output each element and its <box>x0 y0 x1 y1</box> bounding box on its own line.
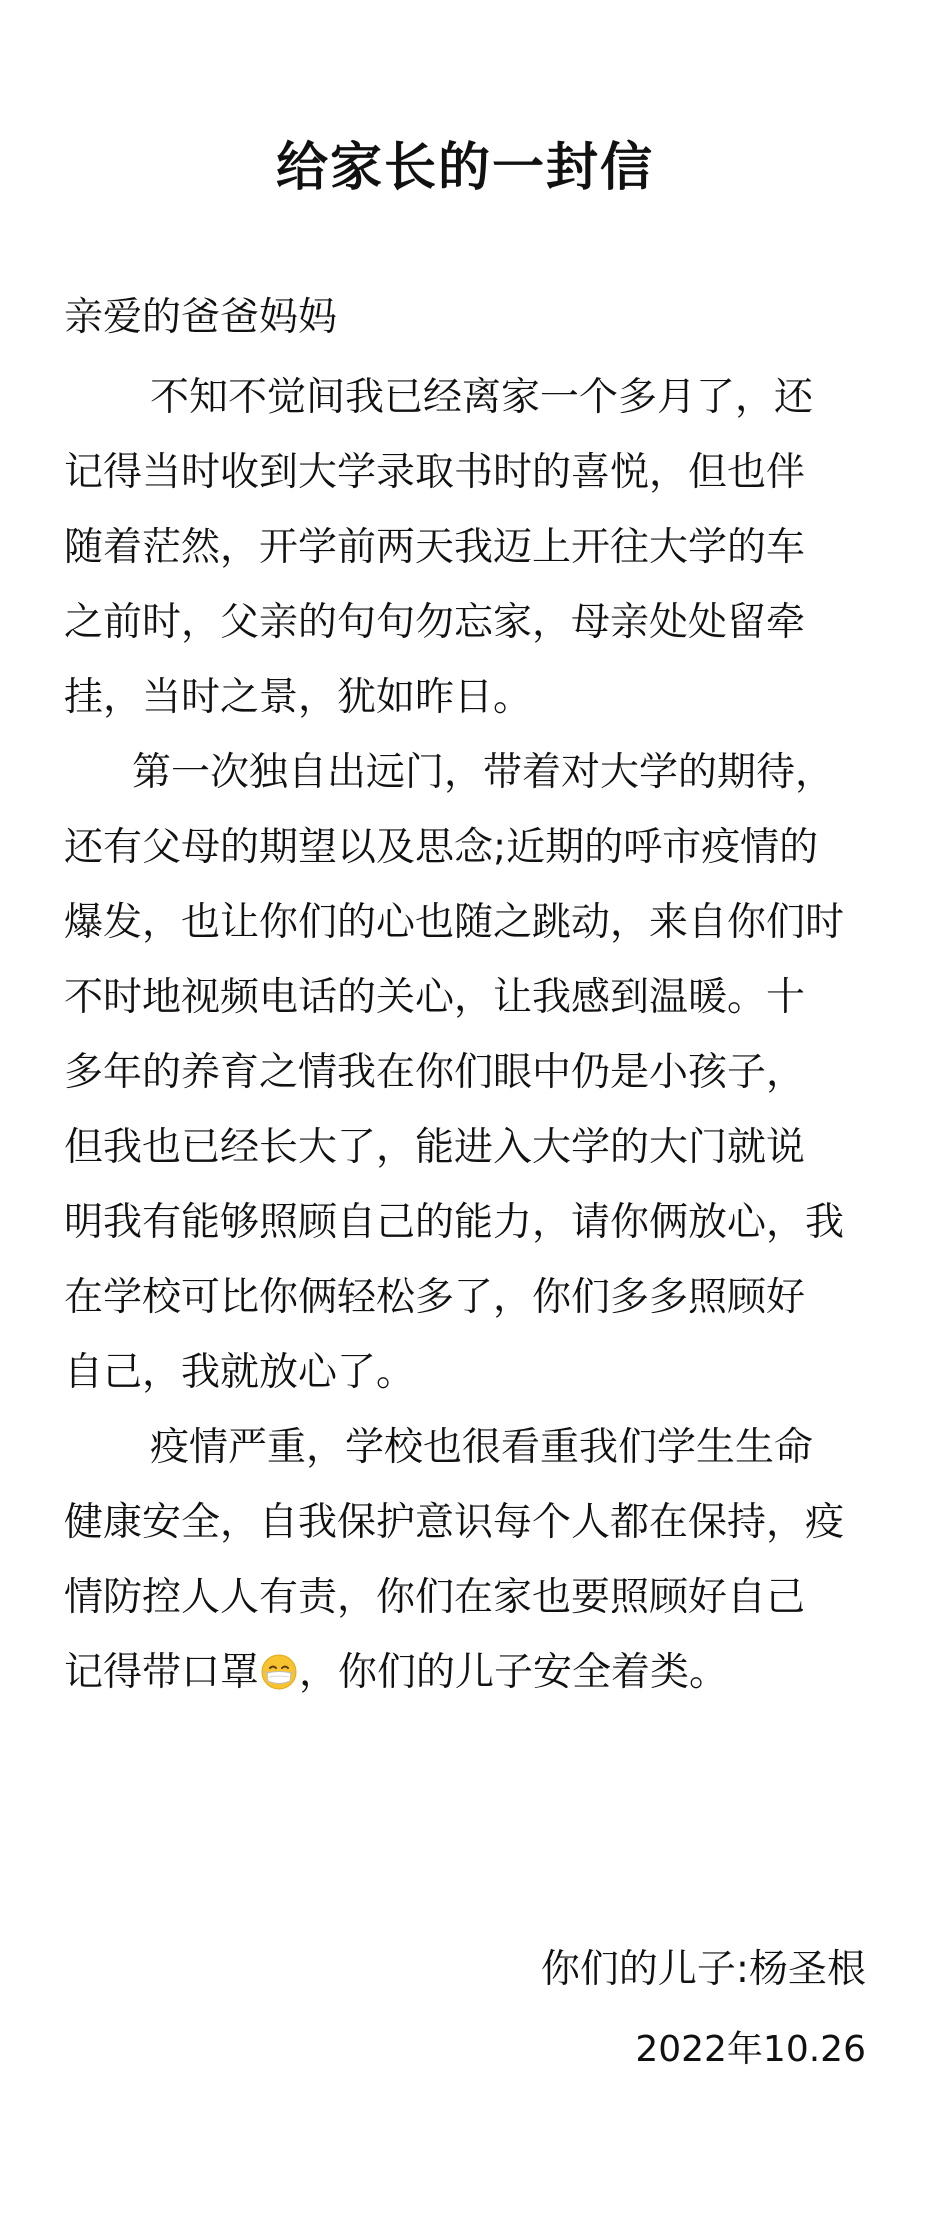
letter-body <box>64 360 874 1710</box>
salutation: 亲爱的爸爸妈妈 <box>64 295 338 340</box>
body-line: 但我也已经长大了，能进入大学的大门就说 <box>64 1125 806 1170</box>
face-with-medical-mask-icon <box>260 1641 298 1679</box>
body-line: 明我有能够照顾自己的能力，请你俩放心，我 <box>64 1200 845 1245</box>
body-line: 第一次独自出远门，带着对大学的期待， <box>132 750 835 795</box>
body-line: 随着茫然，开学前两天我迈上开往大学的车 <box>64 525 806 570</box>
letter-date: 2022年10.26 <box>635 2029 866 2070</box>
body-line: 情防控人人有责，你们在家也要照顾好自己 <box>64 1575 806 1620</box>
body-text-after-emoji: ，你们的儿子安全着类。 <box>299 1650 729 1695</box>
body-line: 记得当时收到大学录取书时的喜悦，但也伴 <box>64 450 806 495</box>
body-line: 挂，当时之景，犹如昨日。 <box>64 675 533 720</box>
signature: 你们的儿子:杨圣根 <box>540 1947 866 1992</box>
body-line: 不时地视频电话的关心，让我感到温暖。十 <box>64 975 806 1020</box>
body-line: 在学校可比你俩轻松多了，你们多多照顾好 <box>64 1275 806 1320</box>
body-line: 健康安全，自我保护意识每个人都在保持，疫 <box>64 1500 845 1545</box>
body-line: 之前时，父亲的句句勿忘家，母亲处处留牵 <box>64 600 806 645</box>
body-line: 疫情严重，学校也很看重我们学生生命 <box>150 1425 814 1470</box>
body-line: 爆发，也让你们的心也随之跳动，来自你们时 <box>64 900 845 945</box>
letter-title: 给家长的一封信 <box>275 138 654 198</box>
body-line-last <box>64 1635 874 1710</box>
body-line: 不知不觉间我已经离家一个多月了，还 <box>150 375 814 420</box>
body-text-before-emoji: 记得带口罩 <box>64 1650 260 1695</box>
body-line: 自己，我就放心了。 <box>64 1350 416 1395</box>
body-line: 还有父母的期望以及思念;近期的呼市疫情的 <box>64 825 819 870</box>
body-line: 多年的养育之情我在你们眼中仍是小孩子， <box>64 1050 806 1095</box>
